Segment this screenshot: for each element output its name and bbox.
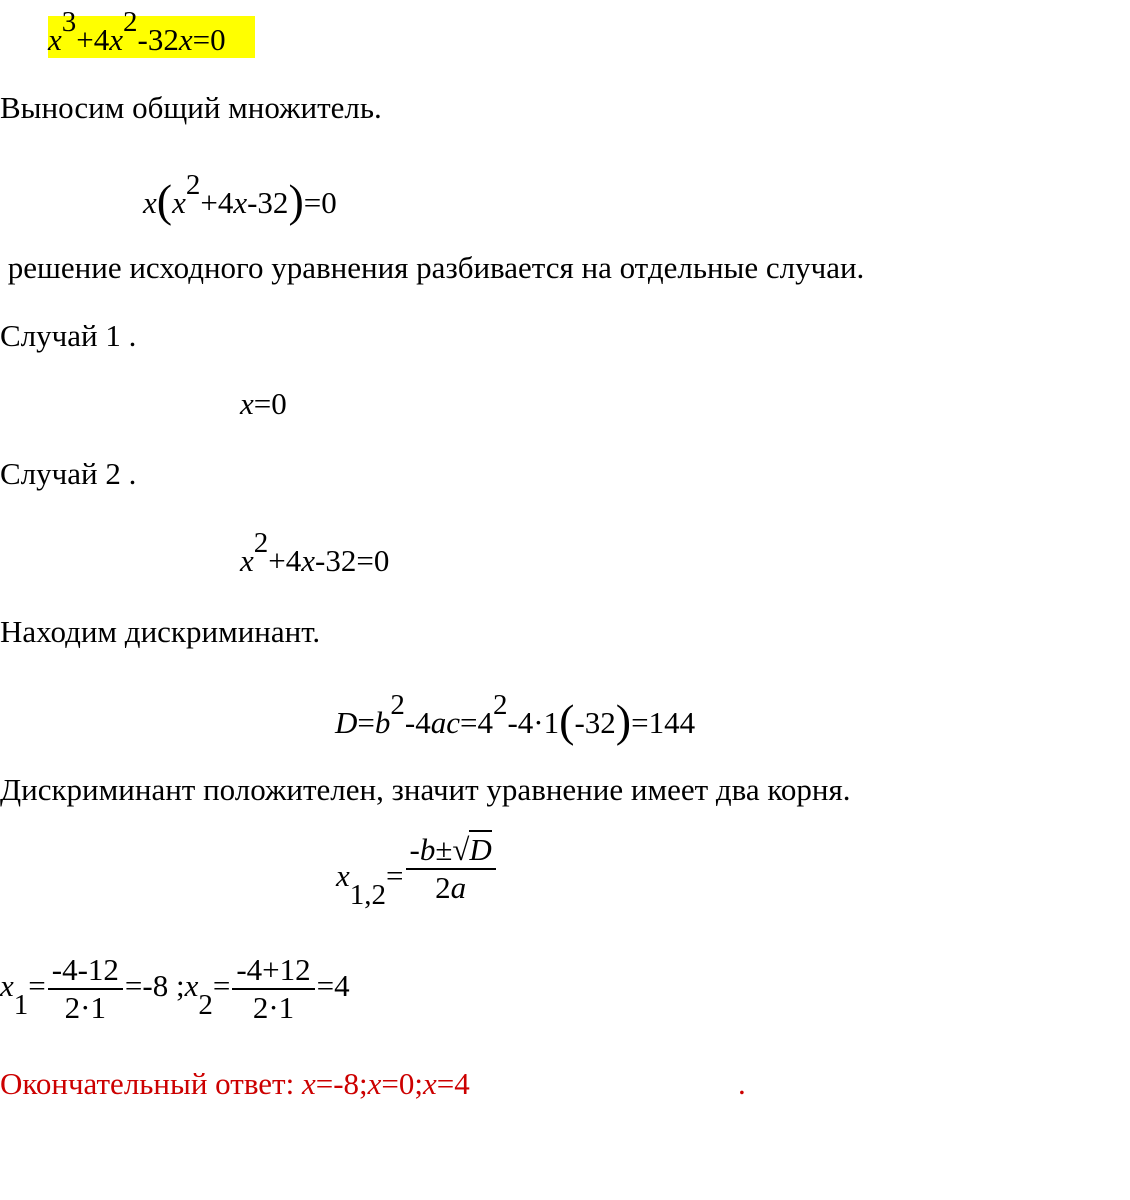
fraction-numerator: -4-12 (48, 952, 123, 990)
exponent: 2 (123, 6, 138, 38)
term: -4 (404, 705, 431, 740)
var-x: x (109, 22, 124, 57)
term: -32 (247, 185, 289, 220)
case2-equation (240, 527, 390, 580)
var-b: b (419, 832, 436, 867)
exponent: 2 (253, 527, 269, 559)
var-D: D (335, 705, 358, 740)
var-x: x (367, 1066, 382, 1101)
discriminant-heading: Находим дискриминант. (0, 614, 321, 649)
roots-values (0, 952, 350, 1026)
term: = (357, 705, 375, 740)
right-paren: ) (615, 695, 632, 746)
term: = (28, 968, 46, 1004)
subscript: 1 (13, 989, 29, 1022)
roots-formula (336, 832, 498, 916)
var-D: D (469, 832, 492, 867)
fraction-numerator: -4+12 (232, 952, 314, 990)
var-ac: ac (430, 705, 460, 740)
term: -32 (137, 22, 179, 57)
term: =-8 ; (124, 968, 185, 1004)
sqrt-sign: √ (452, 832, 470, 867)
fraction-denominator: 2·1 (252, 990, 295, 1025)
term: =144 (631, 705, 696, 740)
term: =0 (303, 185, 337, 220)
title-equation (48, 6, 255, 58)
term: +4 (76, 22, 110, 57)
case1-label: Случай 1 . (0, 318, 137, 353)
subscript: 2 (198, 989, 213, 1022)
term: +4 (268, 543, 302, 578)
plus-minus: ± (435, 832, 453, 867)
term: - (409, 832, 420, 867)
root2-fraction (232, 952, 314, 1026)
var-x: x (423, 1066, 437, 1101)
var-x: x (336, 858, 350, 894)
roots-fraction (406, 832, 496, 906)
final-answer (0, 1066, 470, 1102)
split-text: решение исходного уравнения разбивается на отдельные случаи. (0, 250, 865, 285)
factored-equation (143, 169, 337, 226)
fraction-denominator: 2·1 (64, 990, 106, 1025)
var-x: x (48, 22, 62, 57)
final-answer-dot: . (738, 1066, 746, 1101)
var-x: x (178, 22, 193, 57)
left-paren: ( (559, 695, 575, 746)
term: -4·1 (507, 705, 560, 740)
exponent: 2 (492, 689, 508, 721)
positive-text: Дискриминант положителен, значит уравнение имеет два корня. (0, 772, 851, 807)
var-x: x (143, 185, 157, 220)
var-b: b (374, 705, 391, 740)
case1-equation (240, 386, 287, 422)
fraction-numerator (406, 832, 496, 870)
term: =0 (192, 22, 226, 57)
term: =4 (459, 705, 493, 740)
exponent: 2 (390, 689, 405, 721)
var-x: x (0, 968, 14, 1004)
var-x: x (301, 1066, 316, 1101)
exponent: 3 (61, 6, 77, 38)
exponent: 2 (185, 169, 201, 201)
final-answer-label: Окончательный ответ: (0, 1066, 302, 1101)
term: = (212, 968, 231, 1004)
root1-fraction (48, 952, 123, 1026)
discriminant-equation (335, 689, 696, 746)
var-x: x (301, 543, 316, 578)
term: -32=0 (315, 543, 390, 578)
fraction-denominator (406, 870, 496, 906)
term: =0; (381, 1066, 424, 1101)
term: 2 (435, 870, 451, 905)
subscript: 1,2 (349, 879, 387, 912)
var-x: x (240, 543, 254, 578)
term: =-8; (315, 1066, 368, 1101)
factor-heading: Выносим общий множитель. (0, 90, 382, 125)
left-paren: ( (156, 175, 173, 226)
var-x: x (172, 185, 186, 220)
right-paren: ) (288, 175, 304, 226)
term: +4 (200, 185, 234, 220)
var-a: a (450, 870, 467, 905)
term: =4 (436, 1066, 470, 1101)
term: =4 (316, 968, 350, 1004)
var-x: x (240, 386, 254, 421)
term: =0 (253, 386, 287, 421)
var-x: x (184, 968, 199, 1004)
var-x: x (233, 185, 248, 220)
case2-label: Случай 2 . (0, 456, 137, 491)
term: = (386, 858, 404, 894)
term: -32 (574, 705, 616, 740)
